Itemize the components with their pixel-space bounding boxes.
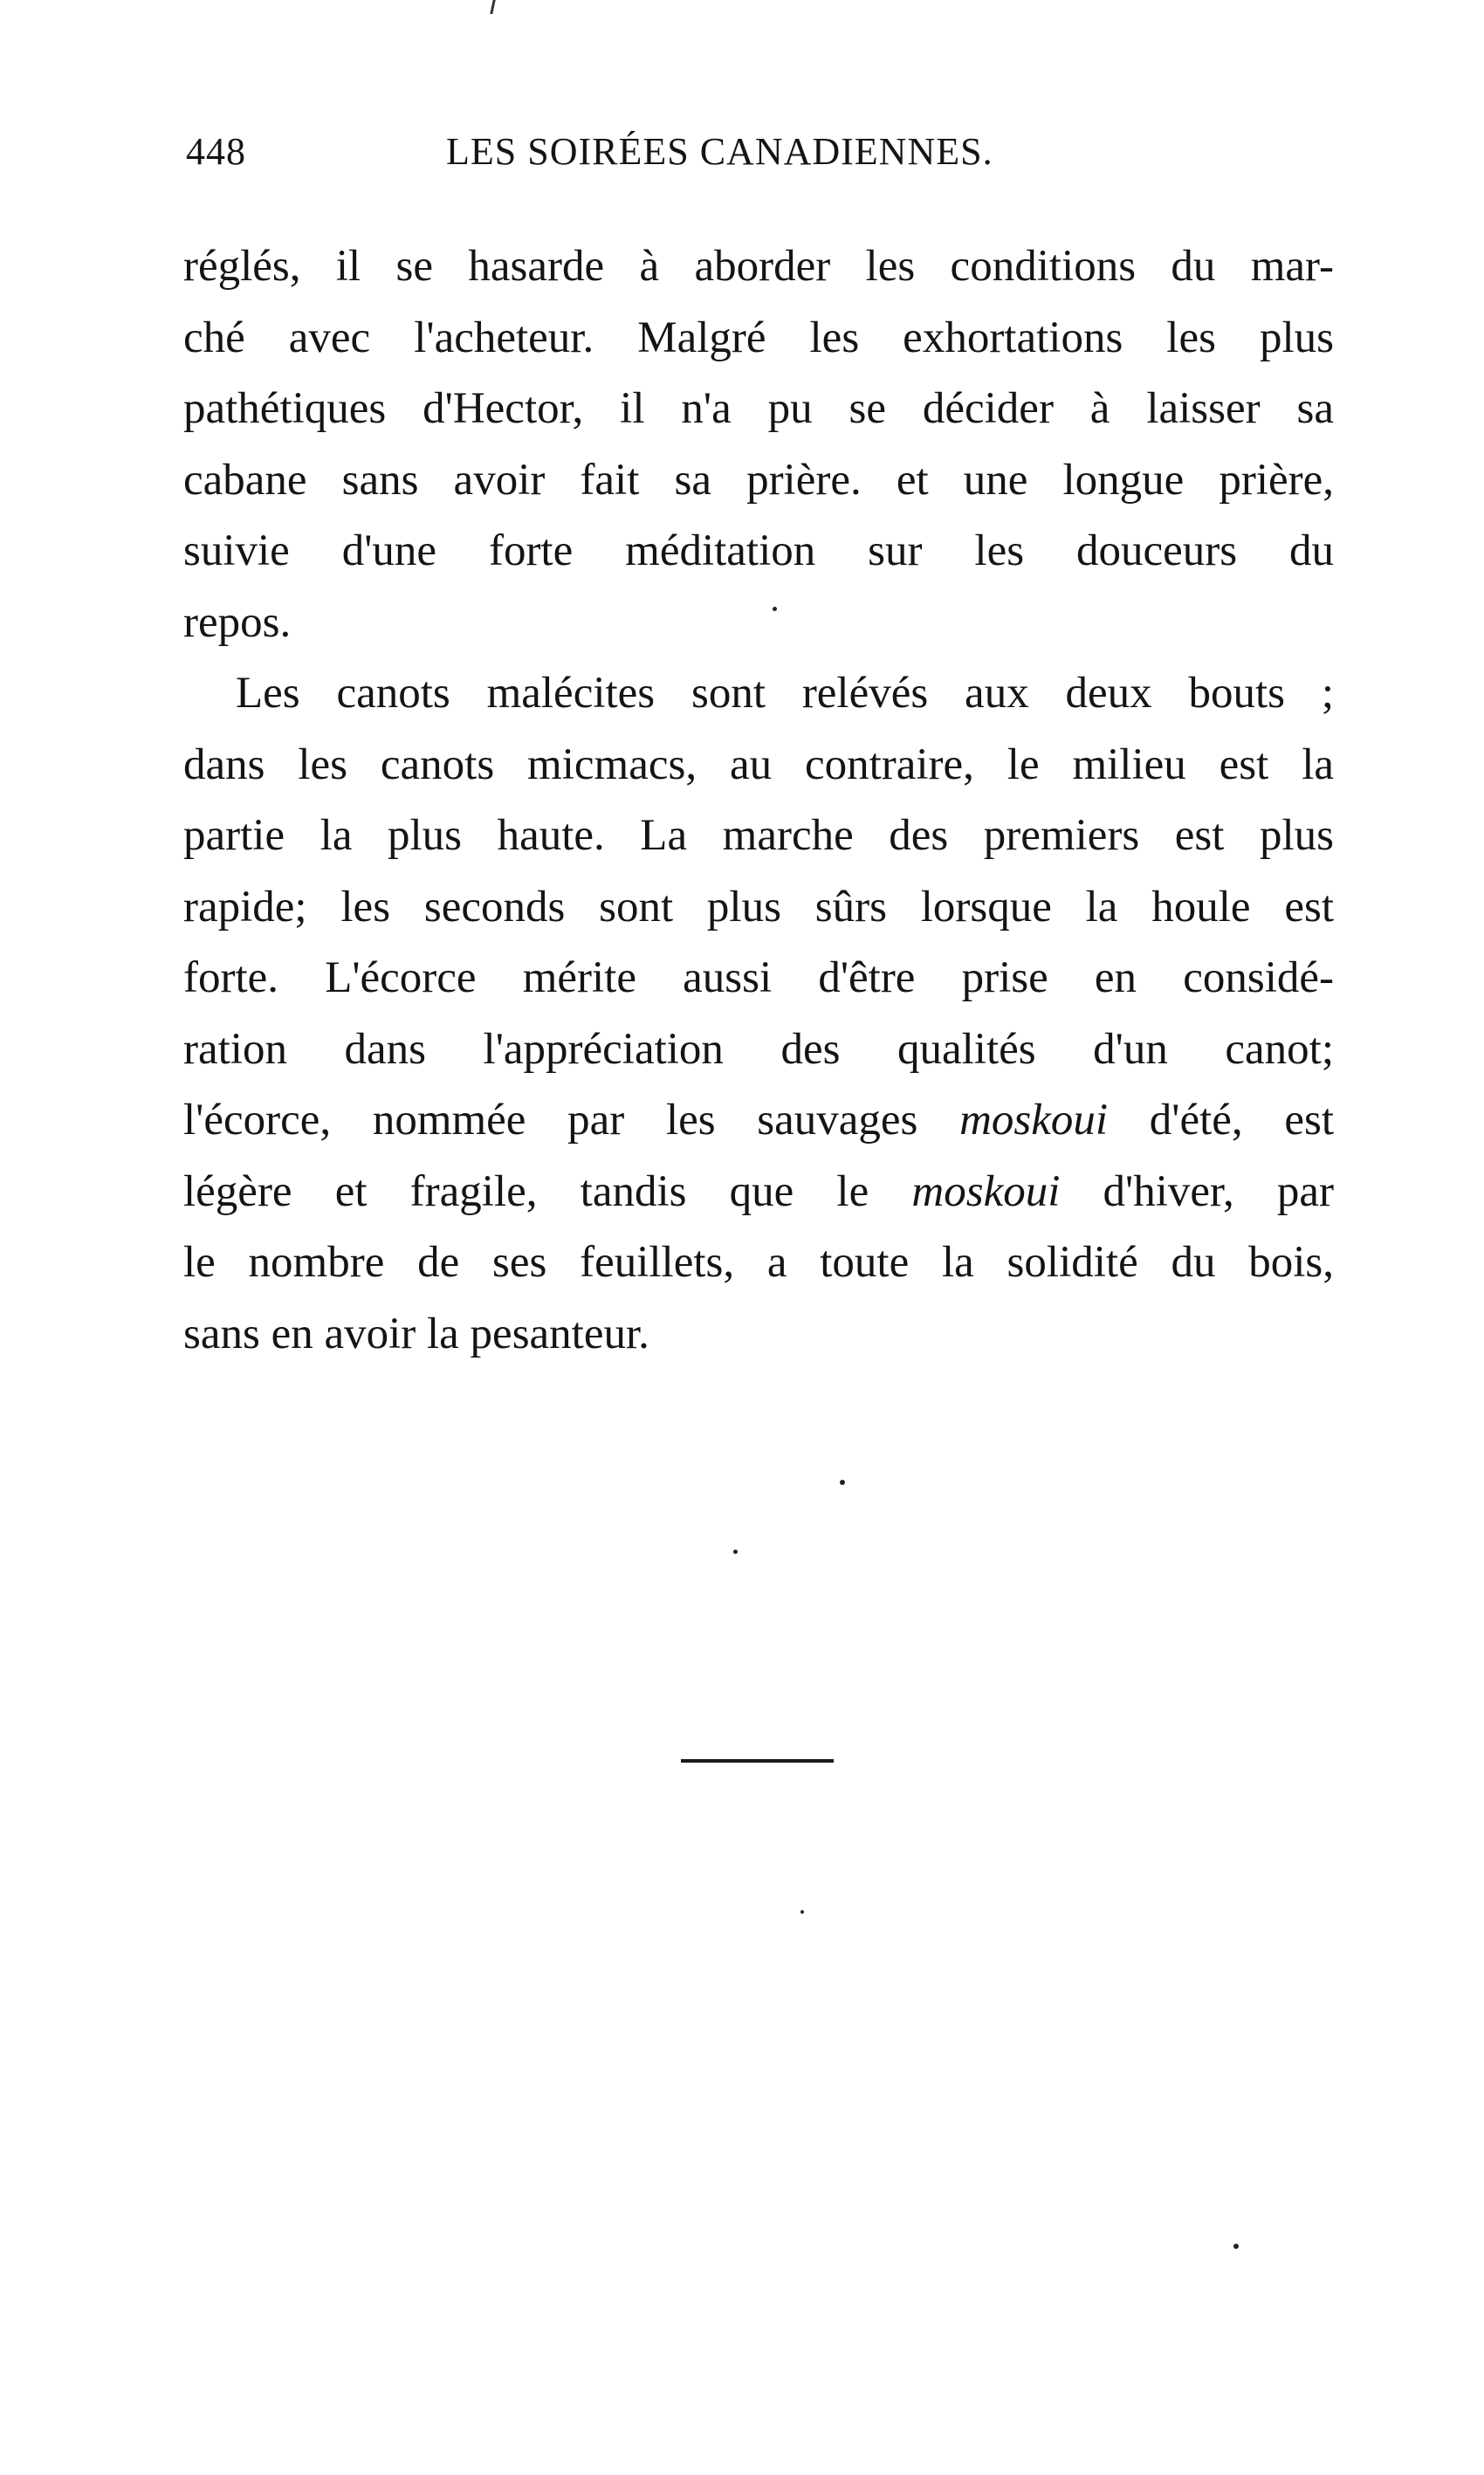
text-line: repos. bbox=[183, 597, 292, 647]
text-line bbox=[183, 1227, 1334, 1299]
text-run: d'hiver, par bbox=[1060, 1166, 1334, 1216]
text-line: suivie d'une forte méditation sur les douceurs du bbox=[183, 526, 1334, 575]
section-end-rule bbox=[681, 1759, 834, 1763]
text-line: réglés, il se hasarde à aborder les conditions du mar- bbox=[183, 242, 1334, 291]
text-line bbox=[183, 730, 1334, 801]
text-run: Les canots malécites sont relévés aux deux bouts ; bbox=[236, 669, 1334, 718]
text-run: d'été, est bbox=[1108, 1096, 1334, 1145]
italic-term: moskoui bbox=[911, 1166, 1061, 1216]
text-line bbox=[183, 658, 1334, 730]
text-line bbox=[183, 1157, 1334, 1228]
text-line bbox=[183, 1085, 1334, 1157]
body-text bbox=[183, 231, 1334, 1370]
text-line: pathétiques d'Hector, il n'a pu se décider à laisser sa bbox=[183, 384, 1334, 433]
text-run: légère et fragile, tandis que le bbox=[183, 1166, 912, 1216]
text-line: ché avec l'acheteur. Malgré les exhortations les plus bbox=[183, 313, 1334, 362]
text-run: rapide; les seconds sont plus sûrs lorsque la houle est bbox=[183, 882, 1334, 932]
text-line bbox=[183, 801, 1334, 872]
text-run: le nombre de ses feuillets, a toute la solidité du bois, bbox=[183, 1238, 1334, 1287]
print-speck bbox=[800, 1910, 804, 1914]
text-line bbox=[183, 1014, 1334, 1086]
text-run: ration dans l'appréciation des qualités d'un canot; bbox=[183, 1024, 1334, 1074]
text-line: cabane sans avoir fait sa prière. et une longue prière, bbox=[183, 455, 1334, 505]
text-run: sans en avoir la pesanteur. bbox=[183, 1309, 649, 1358]
text-run: dans les canots micmacs, au contraire, le milieu est la bbox=[183, 739, 1334, 789]
text-run: l'écorce, nommée par les sauvages bbox=[183, 1096, 960, 1145]
text-line bbox=[183, 872, 1334, 944]
print-speck bbox=[840, 1480, 845, 1485]
stray-mark bbox=[490, 0, 495, 14]
print-speck bbox=[773, 607, 777, 611]
italic-term: moskoui bbox=[959, 1096, 1109, 1145]
text-line bbox=[183, 1299, 1334, 1371]
text-run: partie la plus haute. La marche des premiers est plus bbox=[183, 811, 1334, 860]
print-speck bbox=[733, 1550, 738, 1554]
print-speck bbox=[1233, 2244, 1239, 2249]
text-run: forte. L'écorce mérite aussi d'être prise en considé- bbox=[183, 953, 1334, 1002]
text-line bbox=[183, 943, 1334, 1014]
page-number: 448 bbox=[186, 130, 246, 173]
running-title: LES SOIRÉES CANADIENNES. bbox=[446, 130, 993, 173]
running-header bbox=[186, 129, 1338, 182]
